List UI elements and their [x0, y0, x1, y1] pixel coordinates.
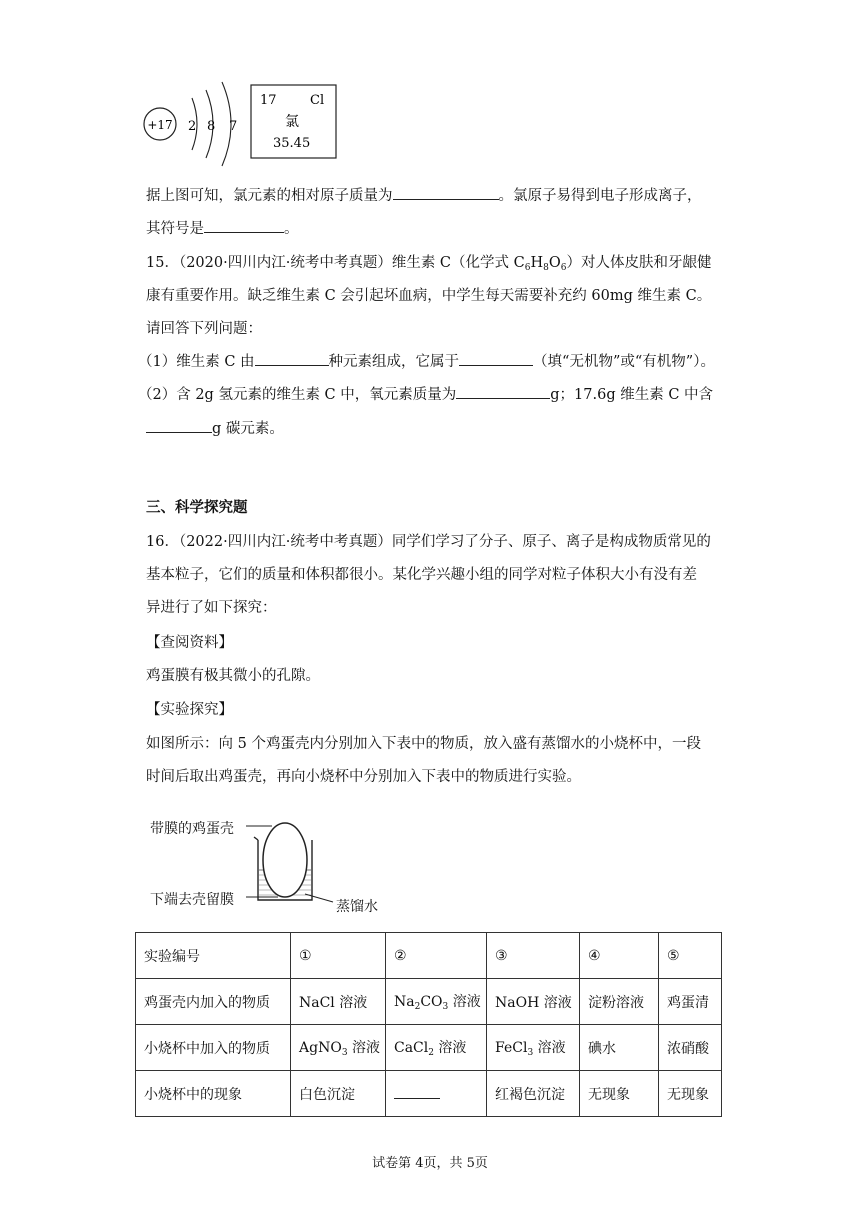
q15-part-1: （1）维生素 C 由 种元素组成，它属于 （填“无机物”或“有机物”）。	[138, 351, 715, 373]
table-cell: $Na_2CO_3$ 溶液	[386, 979, 487, 1025]
table-cell: CaCl$_2$ 溶液	[386, 1025, 487, 1071]
q15-line-2: 康有重要作用。缺乏维生素 C 会引起坏血病，中学生每天需要补充约 60mg 维生素 C。	[146, 288, 712, 304]
q14-blank-mass[interactable]	[393, 185, 499, 200]
table-cell: NaOH 溶液	[487, 979, 580, 1025]
table-cell: 实验编号	[136, 933, 291, 979]
table-cell	[386, 1071, 487, 1117]
chlorine-atom-structure-diagram	[140, 80, 350, 170]
page-footer: 试卷第 4页，共 5页	[372, 1156, 488, 1171]
table-cell: ②	[386, 933, 487, 979]
table-cell: NaCl 溶液	[291, 979, 386, 1025]
q16-line-1: 16．（2022·四川内江·统考中考真题）同学们学习了分子、原子、离子是构成物质常见的	[146, 534, 711, 550]
q14-blank-symbol[interactable]	[204, 218, 284, 233]
q16-line-2: 基本粒子，它们的质量和体积都很小。某化学兴趣小组的同学对粒子体积大小有没有差	[146, 567, 697, 583]
label-bottom-membrane: 下端去壳留膜	[150, 892, 234, 908]
leader-line-right	[305, 894, 333, 902]
egg-shell	[263, 823, 307, 897]
experiment-table	[135, 932, 722, 1117]
shell-1-count: 2	[188, 119, 197, 134]
table-cell: 无现象	[580, 1071, 659, 1117]
element-symbol: Cl	[310, 93, 325, 108]
section-3-title: 三、科学探究题	[146, 499, 248, 516]
table-blank-phenomenon[interactable]	[394, 1084, 440, 1099]
table-row	[136, 979, 722, 1025]
table-cell: 红褐色沉淀	[487, 1071, 580, 1117]
q16-line-4: 如图所示：向 5 个鸡蛋壳内分别加入下表中的物质，放入盛有蒸馏水的小烧杯中，一段	[146, 736, 701, 752]
nucleus-charge: +17	[147, 118, 173, 132]
table-cell: 无现象	[659, 1071, 722, 1117]
table-row	[136, 1071, 722, 1117]
table-cell: FeCl$_3$ 溶液	[487, 1025, 580, 1071]
q16-line-5: 时间后取出鸡蛋壳，再向小烧杯中分别加入下表中的物质进行实验。	[146, 769, 581, 785]
table-cell: AgNO$_3$ 溶液	[291, 1025, 386, 1071]
q15-part-3: g 碳元素。	[146, 418, 284, 440]
table-cell: ①	[291, 933, 386, 979]
table-cell: 小烧杯中的现象	[136, 1071, 291, 1117]
table-cell: 淀粉溶液	[580, 979, 659, 1025]
label-egg-with-membrane: 带膜的鸡蛋壳	[150, 821, 234, 837]
table-row	[136, 933, 722, 979]
table-cell: ④	[580, 933, 659, 979]
q15-blank-carbon[interactable]	[146, 418, 212, 433]
table-cell: 小烧杯中加入的物质	[136, 1025, 291, 1071]
q14-line-2: 其符号是 。	[146, 218, 299, 240]
atomic-mass: 35.45	[273, 136, 311, 151]
table-cell: 白色沉淀	[291, 1071, 386, 1117]
q16-heading-materials: 【查阅资料】	[146, 635, 233, 651]
q14-line-1: 据上图可知，氯元素的相对原子质量为 。氯原子易得到电子形成离子，	[146, 185, 702, 207]
beaker-spout	[254, 837, 258, 840]
table-cell: 碘水	[580, 1025, 659, 1071]
q15-blank-oxygen[interactable]	[456, 384, 550, 399]
table-cell: 鸡蛋清	[659, 979, 722, 1025]
q15-blank-elements[interactable]	[255, 351, 329, 366]
table-cell: 鸡蛋壳内加入的物质	[136, 979, 291, 1025]
shell-3-count: 7	[229, 119, 238, 134]
table-cell: ③	[487, 933, 580, 979]
egg-beaker-figure	[150, 812, 410, 917]
q15-line-3: 请回答下列问题：	[146, 321, 262, 337]
table-row	[136, 1025, 722, 1071]
q15-blank-type[interactable]	[459, 351, 533, 366]
q15-part-2: （2）含 2g 氢元素的维生素 C 中，氧元素质量为 g；17.6g 维生素 C 中含	[138, 384, 713, 406]
element-name: 氯	[285, 114, 299, 130]
table-cell: 浓硝酸	[659, 1025, 722, 1071]
table-cell: ⑤	[659, 933, 722, 979]
q16-materials-text: 鸡蛋膜有极其微小的孔隙。	[146, 668, 320, 684]
q15-line-1: 15．（2020·四川内江·统考中考真题）维生素 C（化学式 $C_6H_8O_6$）对人体皮肤和牙龈健	[146, 255, 712, 273]
label-distilled-water: 蒸馏水	[336, 899, 378, 915]
q16-heading-experiment: 【实验探究】	[146, 702, 233, 718]
shell-2-count: 8	[207, 119, 216, 134]
atomic-number: 17	[260, 93, 277, 108]
q16-line-3: 异进行了如下探究：	[146, 600, 277, 616]
